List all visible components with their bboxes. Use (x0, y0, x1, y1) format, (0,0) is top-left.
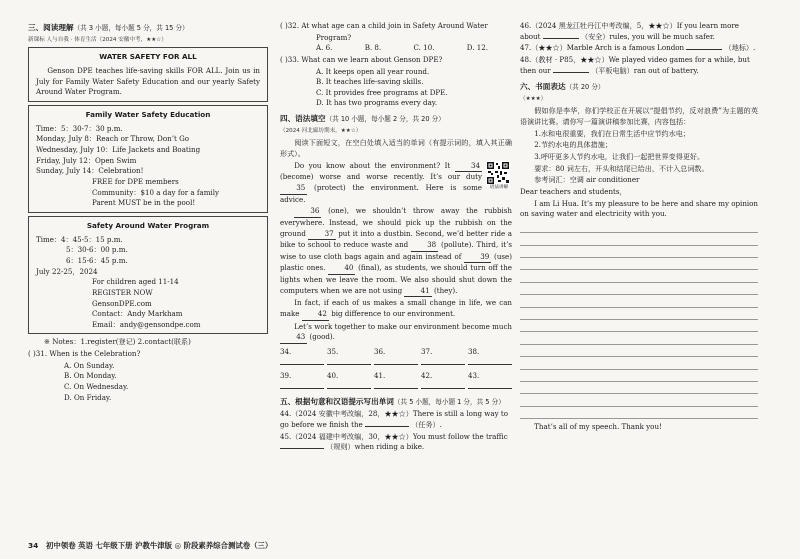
writing-line[interactable] (520, 258, 758, 270)
answer-line[interactable] (421, 358, 465, 365)
grammar-source: （2024 河北廊坊期末，★★☆） (280, 128, 362, 135)
qr-code[interactable] (486, 161, 512, 191)
text: （安全）rules, you will be much safer. (581, 31, 715, 41)
answer-number: 41. (374, 371, 386, 381)
page-footer (28, 540, 272, 551)
text: （地标）. (724, 43, 756, 53)
option: B. On Monday. (64, 371, 117, 381)
text: (protect) the environment. Here is some advice. (280, 182, 482, 204)
option: C. 10. (413, 43, 435, 53)
answer-line-47[interactable] (686, 43, 722, 50)
page-number: 34 (28, 541, 39, 550)
answer-slot[interactable] (327, 347, 371, 368)
writing-area[interactable] (520, 221, 758, 419)
blank-36[interactable]: 36 (294, 206, 321, 218)
words-title-note: （共 5 小题，每小题 1 分，共 5 分） (393, 397, 505, 406)
answer-line-46[interactable] (543, 32, 579, 39)
text: 44.（2024 安徽中考改编，28，★★☆）There is still a long way to go before we finish the (280, 409, 508, 430)
answer-line[interactable] (421, 382, 465, 389)
box3-time: Time：4：45-5：15 p.m. (36, 234, 123, 244)
answer-line[interactable] (374, 358, 418, 365)
question-32-cont: Program? (316, 32, 352, 42)
writing-line[interactable] (520, 394, 758, 406)
qr-code-icon (486, 161, 510, 185)
answer-number: 39. (280, 371, 292, 381)
answer-number: 38. (468, 346, 480, 356)
box2-indent-line: Community：$10 a day for a family (92, 187, 219, 197)
question-47 (520, 43, 758, 54)
writing-line[interactable] (520, 332, 758, 344)
speech-closing: That’s all of my speech. Thank you! (534, 422, 662, 432)
answer-line-44[interactable] (365, 420, 409, 427)
question-32: ( )32. At what age can a child join in Safety Around Water (280, 21, 488, 30)
option: A. It keeps open all year round. (316, 66, 430, 76)
writing-line[interactable] (520, 357, 758, 369)
question-33: ( )33. What can we learn about Genson DPE? (280, 54, 443, 64)
blank-38[interactable]: 38 (411, 240, 438, 252)
text: (final), as students, we should turn off the lights when we leave the room. We also should shut down the computers when we are not using (280, 263, 513, 295)
writing-line[interactable] (520, 246, 758, 258)
writing-line[interactable] (520, 382, 758, 394)
answer-slot[interactable] (280, 347, 324, 368)
option: B. 8. (364, 43, 382, 53)
writing-line[interactable] (520, 295, 758, 307)
text: (pollute). Third, it’s wise to use cloth bags again and again instead of (280, 240, 512, 261)
grammar-intro: 阅读下面短文，在空白处填入适当的单词（有提示词的，填入其正确形式）。 (280, 138, 512, 159)
answer-line[interactable] (374, 382, 418, 389)
writing-column (520, 20, 758, 434)
text: (one), we shouldn’t throw away the rubbish everywhere. Instead, we should pick up the rubbish on the ground (280, 206, 512, 238)
answer-slot[interactable] (374, 371, 418, 392)
box3-time-line: 5：30-6：00 p.m. (66, 245, 128, 255)
writing-line[interactable] (520, 320, 758, 332)
box3-indent-line: GensonDPE.com (92, 298, 152, 308)
words-section-title (280, 396, 512, 408)
question-31: ( )31. When is the Celebration? (28, 349, 141, 359)
writing-section-title (520, 81, 758, 93)
answer-row-2 (280, 371, 512, 392)
question-48 (520, 55, 758, 76)
option: D. On Friday. (64, 392, 112, 402)
speech-opening: I am Li Hua. It’s my pleasure to be here and share my opinion on saving water and electricity with you. (520, 198, 758, 219)
reading-section-title (28, 22, 268, 34)
grammar-title: 四、语法填空 (280, 114, 326, 124)
option: B. It teaches life-saving skills. (316, 77, 424, 87)
option: A. On Sunday. (64, 360, 115, 370)
reading-column (28, 20, 268, 403)
grammar-paragraph-3 (280, 298, 512, 320)
answer-slot[interactable] (421, 347, 465, 368)
answer-number: 36. (374, 346, 386, 356)
text: (they). (433, 285, 458, 295)
blank-34[interactable]: 34 (455, 161, 482, 173)
answer-slot[interactable] (468, 347, 512, 368)
q32-options (280, 43, 512, 54)
text: Do you know about the environment? It (294, 160, 451, 170)
text: （平板电脑）ran out of battery. (591, 65, 699, 75)
blank-42[interactable]: 42 (302, 309, 329, 321)
box2-indent-line: Parent MUST be in the pool! (92, 198, 196, 208)
writing-line[interactable] (520, 270, 758, 282)
blank-40[interactable]: 40 (328, 263, 355, 275)
answer-line[interactable] (327, 358, 371, 365)
reading-title: 三、阅读理解 (28, 23, 74, 32)
answer-line[interactable] (468, 358, 512, 365)
answer-number: 42. (421, 371, 433, 381)
box2-line: Wednesday, July 10：Life Jackets and Boating (36, 145, 201, 155)
text: put it into a dustbin. Second, we’d better ride a bike to school to reduce waste and (280, 228, 512, 250)
qr-label: 语法讲解 (489, 184, 509, 190)
writing-line[interactable] (520, 283, 758, 295)
question-44 (280, 409, 512, 430)
box3-indent-line: Email：andy@gensondpe.com (92, 319, 201, 329)
option: A. 6. (316, 43, 333, 53)
box2-line: Monday, July 8：Reach or Throw, Don’t Go (36, 134, 190, 144)
answer-line-45[interactable] (280, 442, 324, 449)
text: （规则）when riding a bike. (326, 442, 425, 452)
writing-line[interactable] (520, 370, 758, 382)
box2-line: Time：5：30-7：30 p.m. (36, 123, 123, 133)
family-education-box (28, 105, 268, 213)
blank-39[interactable]: 39 (464, 252, 491, 264)
answer-row-1 (280, 347, 512, 368)
text: (become) worse and worse recently. It’s our duty (280, 172, 482, 182)
box3-title: Safety Around Water Program (86, 220, 210, 230)
box2-line: Sunday, July 14：Celebration! (36, 166, 144, 176)
answer-slot[interactable] (374, 347, 418, 368)
water-safety-box (28, 47, 268, 102)
answer-slot[interactable] (327, 371, 371, 392)
text: In fact, if each of us makes a small change in life, we can make (280, 298, 512, 319)
box3-date: July 22-25，2024 (36, 266, 98, 276)
writing-title: 六、书面表达 (520, 82, 566, 92)
box1-paragraph: Genson DPE teaches life-saving skills FOR ALL. Join us in July for Family Water Safety Education and our yearly Safety Around Water Program. (36, 66, 260, 97)
text: (use) plastic ones. (280, 251, 512, 273)
option: C. It provides free programs at DPE. (316, 87, 448, 97)
speech-greeting: Dear teachers and students， (520, 186, 627, 196)
option: D. It has two programs every day. (316, 98, 438, 108)
blank-43[interactable]: 43 (280, 332, 307, 344)
text: big difference to our environment. (331, 309, 456, 319)
answer-number: 37. (421, 346, 433, 356)
safety-program-box (28, 216, 268, 335)
answer-number: 34. (280, 346, 292, 356)
question-46 (520, 21, 758, 42)
words-title: 五、根据句意和汉语提示写出单词 (280, 396, 394, 406)
option: D. 12. (466, 43, 488, 53)
answer-number: 35. (327, 346, 339, 356)
text: 45.（2024 福建中考改编，30，★★☆）You must follow the traffic (280, 431, 508, 441)
answer-line-48[interactable] (553, 66, 589, 73)
writing-point: 2.节约水电的具体措施； (534, 140, 612, 150)
box3-time-line: 6：15-6：45 p.m. (66, 256, 128, 265)
text: (good). (309, 332, 335, 342)
writing-point: 3.呼吁更多人节约水电，让我们一起把世界变得更好。 (534, 152, 705, 162)
writing-reference: 参考词汇：空调 air conditioner (534, 175, 640, 185)
text: （任务）. (411, 420, 442, 430)
text: 48.（教材 · P85，★★☆）We played video games for a while, but then our (520, 54, 750, 75)
writing-line[interactable] (520, 233, 758, 245)
answer-number: 43. (468, 371, 480, 381)
box2-title: Family Water Safety Education (85, 110, 211, 119)
grammar-title-note: （共 10 小题，每小题 2 分，共 20 分） (325, 115, 445, 124)
question-45 (280, 432, 512, 453)
grammar-column (280, 20, 512, 454)
reading-title-note: （共 3 小题，每小题 5 分，共 15 分） (73, 24, 189, 32)
box2-indent-line: FREE for DPE members (92, 177, 179, 186)
answer-number: 40. (327, 371, 339, 381)
answer-line[interactable] (280, 382, 324, 389)
notes: ※ Notes：1.register(登记) 2.contact(联系) (44, 337, 191, 347)
writing-requirement: 要求：80 词左右，开头和结尾已给出，不计入总词数。 (534, 163, 709, 173)
writing-line[interactable] (520, 308, 758, 320)
answer-line[interactable] (468, 382, 512, 389)
box3-indent-line: Contact：Andy Markham (92, 309, 183, 319)
writing-title-note: （共 20 分） (565, 83, 605, 92)
answer-slot[interactable] (421, 371, 465, 392)
box2-line: Friday, July 12：Open Swim (36, 155, 137, 165)
answer-slot[interactable] (280, 371, 324, 392)
answer-line[interactable] (280, 358, 324, 365)
grammar-paragraph-2 (280, 206, 512, 297)
writing-prompt: 假如你是李华，你们学校正在开展以“提倡节约，反对浪费”为主题的英语演讲比赛。请你写一篇演讲稿参加比赛，内容包括： (520, 106, 758, 127)
blank-37[interactable]: 37 (308, 229, 335, 241)
text: Let’s work together to make our environment become much (294, 321, 512, 331)
box3-indent-line: For children aged 11-14 (92, 277, 179, 287)
answer-slot[interactable] (468, 371, 512, 392)
grammar-section-title (280, 113, 512, 125)
writing-stars: （★★★） (520, 96, 547, 103)
box1-title: WATER SAFETY FOR ALL (99, 52, 197, 62)
box3-indent-line: REGISTER NOW (92, 287, 153, 297)
reading-source: 新课标 人与自我 · 体育生活（2024 安徽中考，★★☆） (28, 36, 167, 43)
grammar-paragraph-4 (280, 322, 512, 344)
answer-line[interactable] (327, 382, 371, 389)
writing-line[interactable] (520, 345, 758, 357)
text: 47.（★★☆）Marble Arch is a famous London (520, 43, 685, 53)
writing-line[interactable] (520, 407, 758, 419)
blank-35[interactable]: 35 (280, 183, 307, 195)
writing-line[interactable] (520, 221, 758, 233)
grammar-paragraph-1 (280, 161, 512, 206)
blank-41[interactable]: 41 (404, 286, 431, 298)
writing-point: 1.水和电很重要，我们在日常生活中应节约水电； (534, 128, 690, 138)
footer-text: 初中领卷 英语 七年级下册 沪教牛津版 ◎ 阶段素养综合测试卷（三） (46, 541, 273, 550)
option: C. On Wednesday. (64, 382, 129, 392)
text: 46.（2024 黑龙江牡丹江中考改编，5，★★☆）If you learn more about (520, 21, 739, 41)
